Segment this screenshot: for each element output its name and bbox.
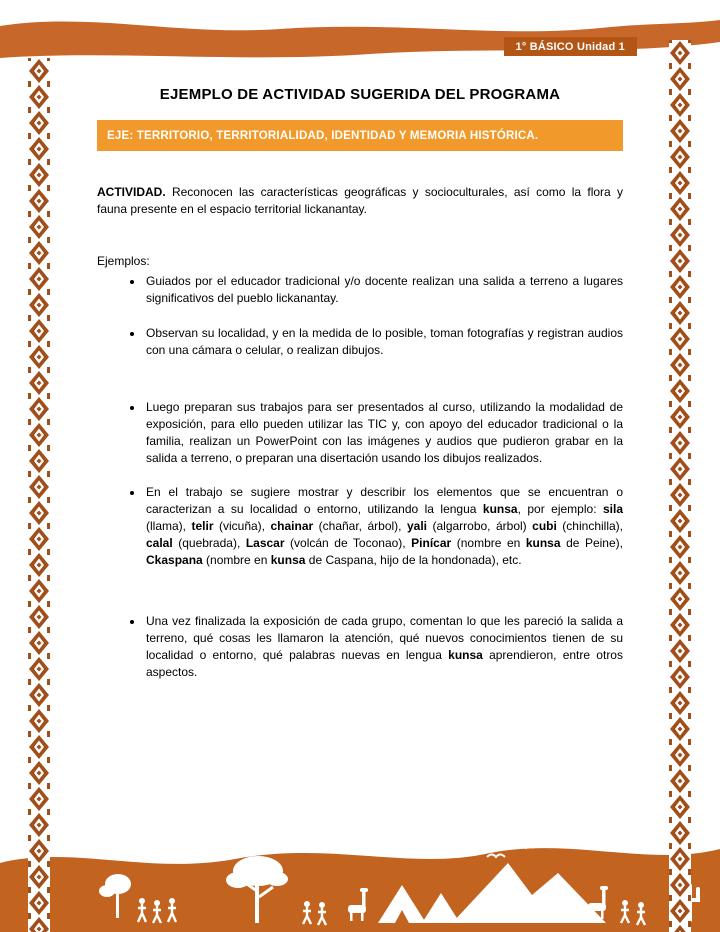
eje-banner: EJE: TERRITORIO, TERRITORIALIDAD, IDENTIDAD Y MEMORIA HISTÓRICA. (97, 120, 623, 151)
bullet-item-4: • En el trabajo se sugiere mostrar y describir los elementos que se encuentran o caracterizan a su localidad o entorno, utilizando la lengua kunsa, por ejemplo: sila (llama), telir (vicuña), chainar (chañar, árbol), yali (algarrobo, árbol) cubi (chinchilla), calal (quebrada), Lascar (volcán de Toconao), Pinícar (nombre en kunsa de Peine), Ckaspana (nombre en kunsa de Caspana, hijo de la hondonada), etc. (144, 484, 623, 569)
actividad-text: Reconocen las características geográficas y socioculturales, así como la flora y fauna presente en el espacio territorial lickanantay. (97, 185, 623, 216)
unit-badge: 1° BÁSICO Unidad 1 (504, 37, 637, 56)
left-textile-border-pattern (28, 58, 50, 932)
bullet-item-5: • Una vez finalizada la exposición de cada grupo, comentan lo que les pareció la salida a terreno, qué cosas les llamaron la atención, qué nuevos conocimientos tienen de su localidad o entorno, qué palabras nuevas en lengua kunsa aprendieron, entre otros aspectos. (144, 613, 623, 681)
bird-icon (518, 846, 534, 848)
bullet-item-3: • Luego preparan sus trabajos para ser presentados al curso, utilizando la modalidad de exposición, para ello pueden utilizar las TIC y, con apoyo del educador tradicional o la familia, realizan un PowerPoint con las imágenes y audios que pudieron grabar en la salida a terreno, o preparan una disertación usando los dibujos realizados. (144, 399, 623, 467)
footer-landscape-illustration (0, 827, 720, 932)
bullet-item-1: • Guiados por el educador tradicional y/o docente realizan una salida a terreno a lugares significativos del pueblo lickanantay. (144, 273, 623, 307)
actividad-paragraph (97, 184, 623, 218)
ejemplos-label: Ejemplos: (97, 253, 150, 268)
bullet-item-2: • Observan su localidad, y en la medida de lo posible, toman fotografías y registran audios con una cámara o celular, o realizan dibujos. (144, 325, 623, 359)
bullet-list (97, 273, 623, 682)
page-title: EJEMPLO DE ACTIVIDAD SUGERIDA DEL PROGRAMA (159, 86, 561, 103)
actividad-label: ACTIVIDAD. (97, 185, 166, 199)
right-textile-border-pattern (669, 40, 691, 932)
content-column (97, 86, 623, 681)
top-wave-decoration (0, 0, 720, 72)
